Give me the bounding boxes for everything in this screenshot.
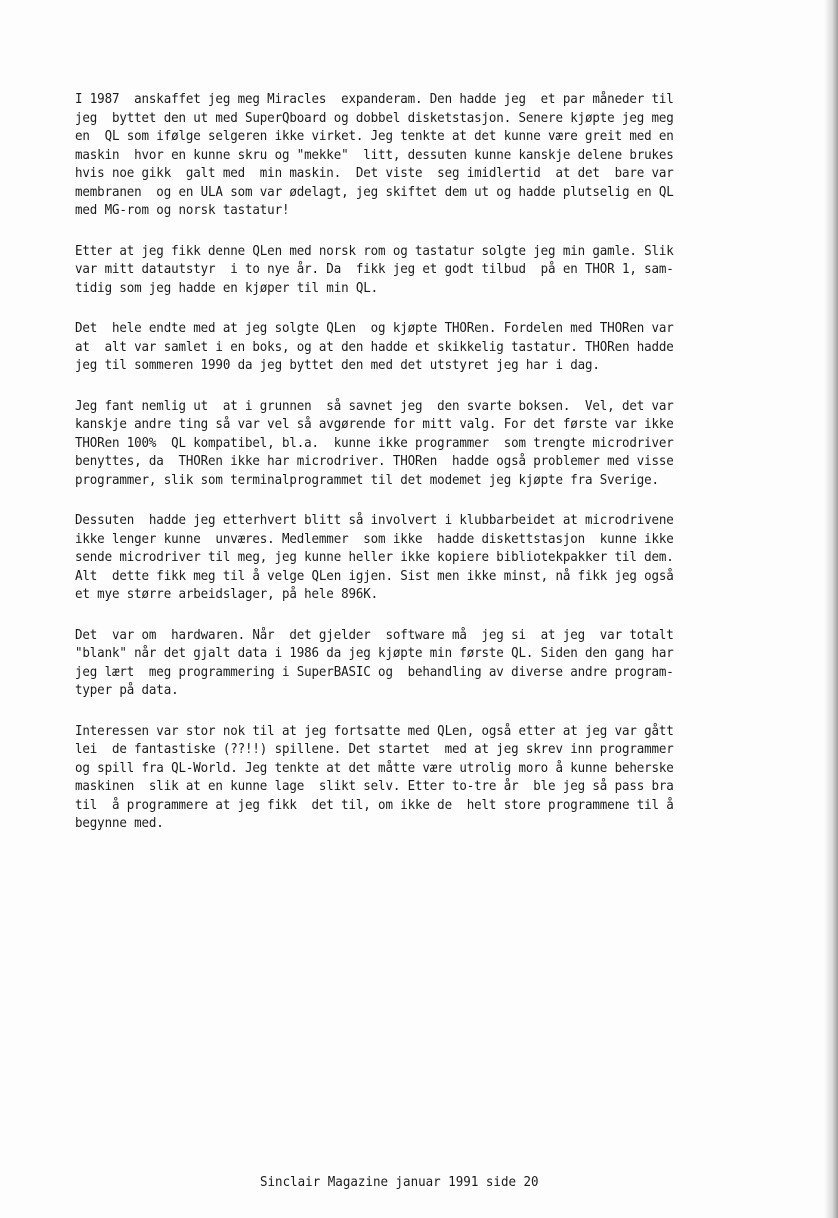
text-line: kanskje andre ting så var vel så avgørende for mitt valg. For det første var ikke [75,416,674,432]
text-line: benyttes, da THORen ikke har microdriver. THORen hadde også problemer med visse [75,453,674,469]
text-line: tidig som jeg hadde en kjøper til min QL. [75,279,379,296]
text-line: til å programmere at jeg fikk det til, om ikke de helt store programmene til å [75,796,674,813]
text-line: Alt dette fikk meg til å velge QLen igjen. Sist men ikke minst, nå fikk jeg også [75,567,674,584]
text-line: lei de fantastiske (??!!) spillene. Det startet med at jeg skrev inn programmer [75,741,674,757]
text-line: maskinen slik at en kunne lage slikt selv. Etter to-tre år ble jeg så pass bra [75,778,674,794]
text-line: var mitt datautstyr i to nye år. Da fikk jeg et godt tilbud på en THOR 1, sam- [75,261,674,277]
text-line: Det hele endte med at jeg solgte QLen og kjøpte THORen. Fordelen med THORen var [75,320,674,336]
text-line: en QL som ifølge selgeren ikke virket. Jeg tenkte at det kunne være greit med en [75,128,674,144]
text-line: Interessen var stor nok til at jeg fortsatte med QLen, også etter at jeg var gått [75,722,674,739]
paragraph-4 [75,397,787,490]
text-line: med MG-rom og norsk tastatur! [75,202,290,218]
text-line: at alt var samlet i en boks, og at den hadde et skikkelig tastatur. THORen hadde [75,338,674,355]
paragraph-6 [75,626,787,700]
page-footer: Sinclair Magazine januar 1991 side 20 [260,1174,539,1190]
text-line: ikke lenger kunne unværes. Medlemmer som ikke hadde diskettstasjon kunne ikke [75,530,674,547]
text-line: Det var om hardwaren. Når det gjelder software må jeg si at jeg var totalt [75,626,674,643]
text-line: membranen og en ULA som var ødelagt, jeg skiftet dem ut og hadde plutselig en QL [75,183,674,200]
page-edge-shadow [824,0,838,1218]
text-line: sende microdriver til meg, jeg kunne heller ikke kopiere bibliotekpakker til dem. [75,549,674,565]
article-body [75,90,787,855]
text-line: THORen 100% QL kompatibel, bl.a. kunne ikke programmer som trengte microdriver [75,434,674,451]
text-line: jeg til sommeren 1990 da jeg byttet den med det utstyret jeg har i dag. [75,357,600,373]
paragraph-3 [75,319,787,375]
text-line: programmer, slik som terminalprogrammet til det modemet jeg kjøpte fra Sverige. [75,471,659,488]
text-line: jeg lært meg programmering i SuperBASIC og behandling av diverse andre program- [75,663,674,680]
text-line: "blank" når det gjalt data i 1986 da jeg kjøpte min første QL. Siden den gang har [75,645,674,661]
text-line: begynne med. [75,815,164,831]
text-line: typer på data. [75,682,179,698]
paragraph-5 [75,511,787,604]
text-line: Dessuten hadde jeg etterhvert blitt så involvert i klubbarbeidet at microdrivene [75,512,674,528]
text-line: maskin hvor en kunne skru og "mekke" litt, dessuten kunne kanskje delene brukes [75,146,674,163]
text-line: et mye større arbeidslager, på hele 896K. [75,586,379,602]
paragraph-7 [75,722,787,833]
paragraph-1 [75,90,787,220]
paragraph-2 [75,242,787,298]
text-line: Jeg fant nemlig ut at i grunnen så savnet jeg den svarte boksen. Vel, det var [75,397,674,414]
text-line: jeg byttet den ut med SuperQboard og dobbel disketstasjon. Senere kjøpte jeg meg [75,109,674,126]
text-line: hvis noe gikk galt med min maskin. Det viste seg imidlertid at det bare var [75,165,674,181]
text-line: Etter at jeg fikk denne QLen med norsk rom og tastatur solgte jeg min gamle. Slik [75,242,674,259]
text-line: og spill fra QL-World. Jeg tenkte at det måtte være utrolig moro å kunne beherske [75,759,674,776]
text-line: I 1987 anskaffet jeg meg Miracles expanderam. Den hadde jeg et par måneder til [75,91,674,107]
